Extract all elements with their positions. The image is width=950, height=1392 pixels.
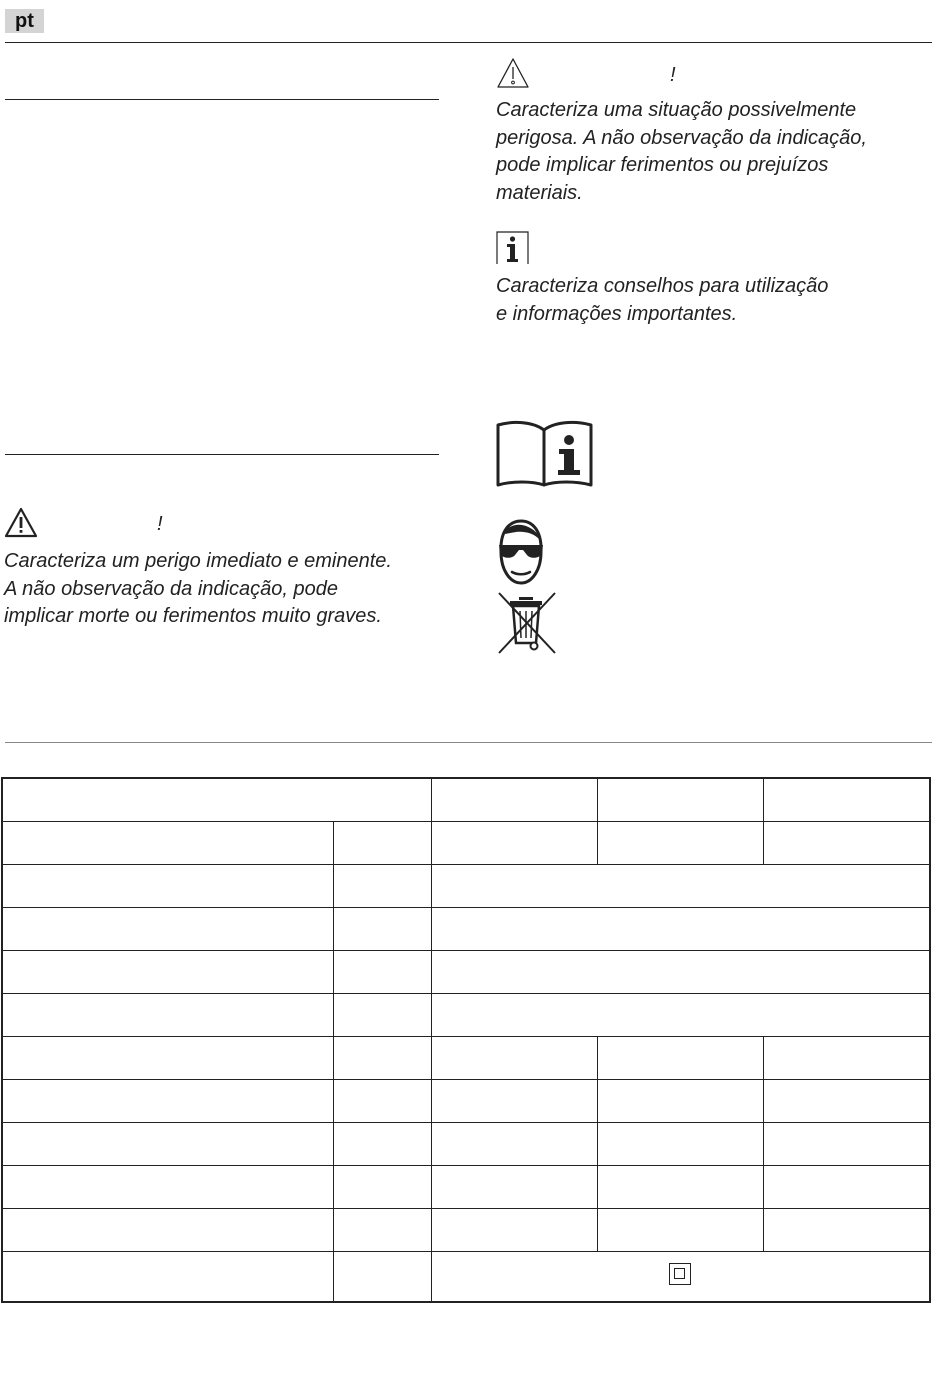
danger-text xyxy=(4,548,444,631)
table-cell xyxy=(431,993,930,1036)
table-cell xyxy=(2,950,333,993)
info-text xyxy=(496,273,936,328)
read-manual-icon xyxy=(496,418,594,488)
table-cell xyxy=(2,1165,333,1208)
table-cell xyxy=(763,778,930,821)
caution-line: Caracteriza uma situação possivelmente xyxy=(496,99,857,121)
table-cell xyxy=(597,1165,763,1208)
table-cell xyxy=(597,821,763,864)
section-rule-2 xyxy=(5,454,439,455)
table-cell xyxy=(431,1122,597,1165)
table-cell xyxy=(333,1079,431,1122)
table-cell xyxy=(431,907,930,950)
table-cell xyxy=(333,950,431,993)
section-rule-1 xyxy=(5,99,439,100)
table-cell xyxy=(763,1036,930,1079)
caution-line: perigosa. A não observação da indicação, xyxy=(496,126,867,149)
table-cell xyxy=(763,1208,930,1251)
table-cell xyxy=(2,778,431,821)
caution-mark: ! xyxy=(670,64,676,86)
table-cell xyxy=(431,950,930,993)
table-cell xyxy=(333,1036,431,1079)
table-row xyxy=(2,907,930,950)
table-cell xyxy=(333,1251,431,1302)
danger-mark: ! xyxy=(157,513,163,535)
caution-line: materiais. xyxy=(496,181,583,204)
table-cell xyxy=(333,864,431,907)
table-cell xyxy=(597,1079,763,1122)
table-row xyxy=(2,1036,930,1079)
table-cell xyxy=(763,821,930,864)
info-line: e informações importantes. xyxy=(496,302,738,325)
table-cell xyxy=(2,1208,333,1251)
table-cell xyxy=(333,907,431,950)
safety-glasses-icon xyxy=(496,518,546,586)
caution-text xyxy=(496,97,936,207)
table-cell xyxy=(597,778,763,821)
caution-line: pode implicar ferimentos ou prejuízos xyxy=(496,154,829,176)
table-cell xyxy=(431,1208,597,1251)
table-row xyxy=(2,993,930,1036)
table-row xyxy=(2,950,930,993)
table-row xyxy=(2,1208,930,1251)
table-cell xyxy=(431,1251,930,1302)
table-row xyxy=(2,1079,930,1122)
table-row xyxy=(2,1122,930,1165)
table-cell xyxy=(763,1122,930,1165)
table-row xyxy=(2,778,930,821)
spec-table xyxy=(1,777,931,1303)
table-cell xyxy=(2,864,333,907)
header-rule xyxy=(5,42,932,43)
table-cell xyxy=(333,1122,431,1165)
table-cell xyxy=(431,778,597,821)
danger-line: implicar morte ou ferimentos muito graves. xyxy=(4,605,382,627)
table-cell xyxy=(2,907,333,950)
table-cell xyxy=(333,1165,431,1208)
info-line: Caracteriza conselhos para utilização xyxy=(496,275,829,297)
language-badge: pt xyxy=(5,9,44,33)
table-cell xyxy=(2,1036,333,1079)
table-cell xyxy=(763,1165,930,1208)
table-cell xyxy=(431,1036,597,1079)
table-row xyxy=(2,1251,930,1302)
table-cell xyxy=(333,1208,431,1251)
table-cell xyxy=(431,864,930,907)
table-cell xyxy=(2,1122,333,1165)
table-cell xyxy=(597,1036,763,1079)
table-row xyxy=(2,1165,930,1208)
caution-triangle-icon xyxy=(496,57,530,89)
table-cell xyxy=(431,1079,597,1122)
table-cell xyxy=(431,1165,597,1208)
table-cell xyxy=(2,1251,333,1302)
table-separator xyxy=(5,742,932,743)
table-cell xyxy=(2,993,333,1036)
table-cell xyxy=(431,821,597,864)
table-row xyxy=(2,821,930,864)
warning-triangle-icon xyxy=(4,507,38,538)
danger-line: A não observação da indicação, pode xyxy=(4,577,338,600)
table-cell xyxy=(597,1208,763,1251)
danger-line: Caracteriza um perigo imediato e eminente. xyxy=(4,550,392,572)
protection-class-ii-icon xyxy=(669,1263,691,1285)
crossed-bin-icon xyxy=(497,591,557,655)
table-cell xyxy=(333,993,431,1036)
table-row xyxy=(2,864,930,907)
table-cell xyxy=(333,821,431,864)
info-icon xyxy=(496,231,530,265)
table-cell xyxy=(2,821,333,864)
table-cell xyxy=(597,1122,763,1165)
table-cell xyxy=(2,1079,333,1122)
table-cell xyxy=(763,1079,930,1122)
